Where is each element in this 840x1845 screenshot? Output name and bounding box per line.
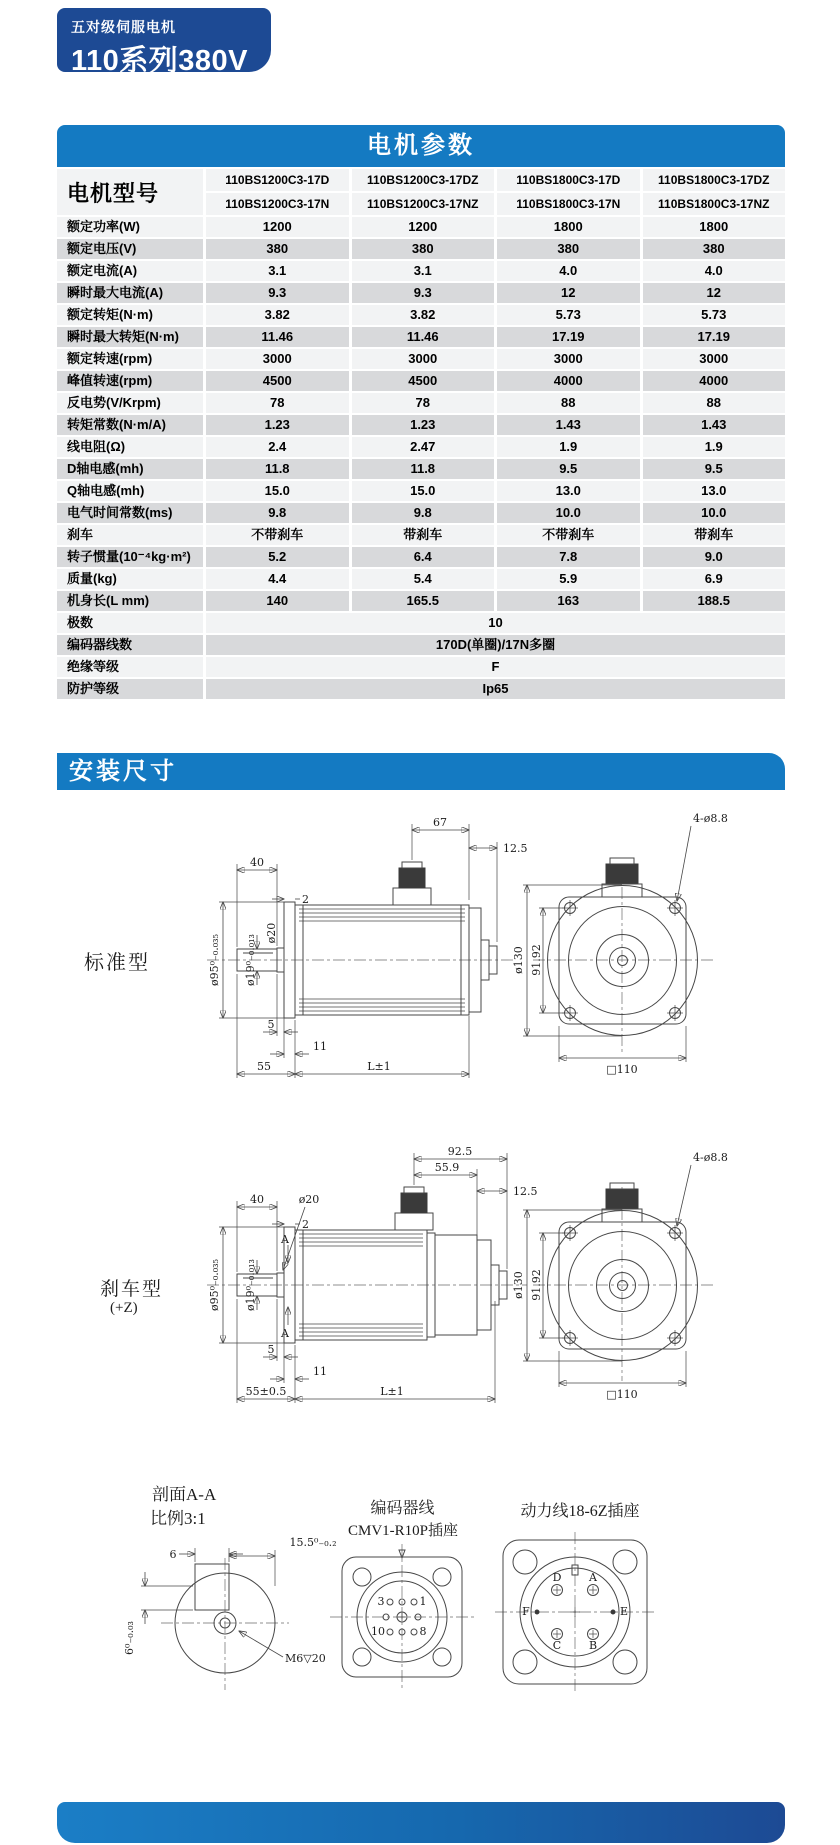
dim-label: ø95⁰₋₀.₀₃₅ (208, 934, 221, 986)
row-value: 4.4 (206, 569, 349, 589)
dim-label: □110 (606, 1388, 638, 1401)
row-label: 瞬时最大电流(A) (57, 283, 203, 303)
row-label: 额定电流(A) (57, 261, 203, 281)
row-value: 88 (497, 393, 640, 413)
section-view-title: 剖面A-A (152, 1485, 217, 1504)
encoder-connector-drawing (330, 1542, 475, 1692)
row-value: 380 (206, 239, 349, 259)
section-marker: A (281, 1327, 289, 1340)
row-value: 带刹车 (352, 525, 495, 545)
row-value: 380 (497, 239, 640, 259)
badge-subtitle: 五对级伺服电机 (71, 19, 176, 35)
dim-label: 40 (250, 856, 264, 869)
series-badge (57, 8, 271, 77)
dim-label: 12.5 (513, 1185, 538, 1198)
dim-label: 6 (169, 1548, 177, 1561)
dim-label: ø20 (265, 922, 278, 944)
model-column (206, 169, 349, 215)
dim-label: 4-ø8.8 (693, 1151, 728, 1164)
row-label: 机身长(L mm) (57, 591, 203, 611)
table-row (57, 657, 785, 677)
row-label: 线电阻(Ω) (57, 437, 203, 457)
table-row (57, 393, 785, 413)
row-value: 140 (206, 591, 349, 611)
pin-label: C (552, 1639, 562, 1652)
table-row (57, 525, 785, 545)
table-row (57, 569, 785, 589)
row-value: 1200 (352, 217, 495, 237)
table-title: 电机参数 (57, 125, 785, 167)
row-label: 额定转速(rpm) (57, 349, 203, 369)
dim-label: 55 (257, 1060, 271, 1073)
encoder-connector-title: 编码器线 (370, 1500, 435, 1517)
dim-label: □110 (606, 1063, 638, 1076)
row-value: 9.5 (643, 459, 786, 479)
model-name: 110BS1800C3-17D (497, 169, 640, 191)
pin-label: 10 (371, 1625, 385, 1638)
dim-label: ø19⁰₋₀.₀₁₃ (244, 934, 257, 986)
table-row (57, 679, 785, 699)
dim-label: 92.5 (447, 1145, 473, 1158)
install-section-title: 安装尺寸 (57, 753, 785, 790)
power-connector-drawing (495, 1532, 655, 1692)
model-header-label: 电机型号 (57, 169, 203, 215)
row-value: 1800 (643, 217, 786, 237)
table-row (57, 437, 785, 457)
row-value: 3.1 (352, 261, 495, 281)
section-aa-drawing (115, 1528, 365, 1718)
dim-label: 55±0.5 (245, 1385, 287, 1398)
row-value: 17.19 (643, 327, 786, 347)
row-label: 瞬时最大转矩(N·m) (57, 327, 203, 347)
row-value: 4500 (206, 371, 349, 391)
row-value: 10.0 (497, 503, 640, 523)
row-value: 5.73 (643, 305, 786, 325)
row-value: 1800 (497, 217, 640, 237)
row-value: 11.46 (206, 327, 349, 347)
motor-table-body (57, 217, 785, 699)
row-value: 1.23 (206, 415, 349, 435)
row-label: 额定电压(V) (57, 239, 203, 259)
row-value: 1200 (206, 217, 349, 237)
table-row (57, 481, 785, 501)
row-value: 2.4 (206, 437, 349, 457)
dim-label: ø130 (512, 946, 525, 974)
table-row (57, 239, 785, 259)
row-value: 1.43 (643, 415, 786, 435)
standard-type-label: 标准型 (84, 952, 150, 974)
row-value: 165.5 (352, 591, 495, 611)
dim-label: 12.5 (503, 842, 528, 855)
model-name: 110BS1800C3-17N (497, 193, 640, 215)
row-value: 5.2 (206, 547, 349, 567)
row-value: 4000 (643, 371, 786, 391)
table-row (57, 327, 785, 347)
model-column (497, 169, 640, 215)
pin-label: D (552, 1571, 562, 1584)
row-value: 9.8 (206, 503, 349, 523)
brake-type-drawing (57, 1145, 785, 1415)
row-value: 不带刹车 (497, 525, 640, 545)
row-value: 3000 (206, 349, 349, 369)
table-row (57, 415, 785, 435)
row-value: 9.3 (352, 283, 495, 303)
row-value: 4000 (497, 371, 640, 391)
row-value: 1.43 (497, 415, 640, 435)
dim-label: 4-ø8.8 (693, 812, 728, 825)
row-value: 1.23 (352, 415, 495, 435)
dim-label: ø130 (512, 1271, 525, 1299)
row-value: 11.8 (206, 459, 349, 479)
row-value: 4.0 (497, 261, 640, 281)
dim-label: 40 (250, 1193, 264, 1206)
row-label: 极数 (57, 613, 203, 633)
pin-label: F (522, 1605, 530, 1618)
dim-label: 15.5⁰₋₀.₂ (289, 1536, 337, 1549)
row-value: 78 (352, 393, 495, 413)
pin-label: B (588, 1639, 598, 1652)
row-value: 380 (352, 239, 495, 259)
row-value: 88 (643, 393, 786, 413)
dim-label: 5 (267, 1343, 275, 1356)
table-row (57, 613, 785, 633)
table-row (57, 591, 785, 611)
table-row (57, 261, 785, 281)
model-name: 110BS1200C3-17DZ (352, 169, 495, 191)
row-value: 78 (206, 393, 349, 413)
row-value: 188.5 (643, 591, 786, 611)
row-value: F (206, 657, 785, 677)
dim-label: L±1 (367, 1060, 391, 1073)
row-label: Q轴电感(mh) (57, 481, 203, 501)
section-view-scale: 比例3:1 (150, 1509, 206, 1528)
motor-parameter-table (57, 125, 785, 699)
row-label: 防护等级 (57, 679, 203, 699)
dim-label: 91.92 (530, 944, 543, 976)
model-name: 110BS1800C3-17NZ (643, 193, 786, 215)
pin-label: 8 (419, 1625, 427, 1638)
dim-label: 6⁰₋₀.₀₃ (123, 1621, 136, 1655)
row-value: 170D(单圈)/17N多圈 (206, 635, 785, 655)
row-value: 11.8 (352, 459, 495, 479)
row-value: 5.9 (497, 569, 640, 589)
dim-label: 55.9 (434, 1161, 460, 1174)
row-label: 刹车 (57, 525, 203, 545)
dim-label: 67 (433, 816, 447, 829)
dim-label: 2 (302, 1218, 309, 1231)
footer-bar (57, 1802, 785, 1843)
row-value: 3.1 (206, 261, 349, 281)
row-value: 4.0 (643, 261, 786, 281)
row-value: 5.73 (497, 305, 640, 325)
row-value: 13.0 (497, 481, 640, 501)
dim-label: 91.92 (530, 1269, 543, 1301)
table-row (57, 635, 785, 655)
standard-type-drawing (57, 800, 785, 1090)
row-label: 电气时间常数(ms) (57, 503, 203, 523)
table-row (57, 459, 785, 479)
row-value: 163 (497, 591, 640, 611)
row-value: 不带刹车 (206, 525, 349, 545)
badge-title: 110系列380V (71, 45, 249, 77)
pin-label: A (589, 1571, 597, 1584)
row-value: 17.19 (497, 327, 640, 347)
row-label: 质量(kg) (57, 569, 203, 589)
row-label: 峰值转速(rpm) (57, 371, 203, 391)
row-value: 380 (643, 239, 786, 259)
table-row (57, 349, 785, 369)
row-value: 13.0 (643, 481, 786, 501)
row-value: 3000 (497, 349, 640, 369)
row-value: 10.0 (643, 503, 786, 523)
row-value: 9.8 (352, 503, 495, 523)
pin-label: E (619, 1605, 629, 1618)
table-row (57, 503, 785, 523)
row-label: 额定功率(W) (57, 217, 203, 237)
row-label: D轴电感(mh) (57, 459, 203, 479)
row-value: 1.9 (643, 437, 786, 457)
row-value: 2.47 (352, 437, 495, 457)
row-value: 15.0 (206, 481, 349, 501)
model-name: 110BS1200C3-17NZ (352, 193, 495, 215)
dim-label: 11 (313, 1040, 327, 1053)
row-label: 转子惯量(10⁻⁴kg·m²) (57, 547, 203, 567)
row-label: 额定转矩(N·m) (57, 305, 203, 325)
pin-label: 3 (377, 1595, 385, 1608)
pin-label: 1 (419, 1595, 427, 1608)
dim-label: 11 (313, 1365, 327, 1378)
row-value: 11.46 (352, 327, 495, 347)
dim-label: M6▽20 (285, 1652, 326, 1665)
model-name: 110BS1200C3-17D (206, 169, 349, 191)
row-value: 12 (497, 283, 640, 303)
table-row (57, 371, 785, 391)
model-column (352, 169, 495, 215)
table-row (57, 283, 785, 303)
section-marker: A (281, 1233, 289, 1246)
table-row (57, 217, 785, 237)
table-row (57, 547, 785, 567)
dim-label: L±1 (380, 1385, 404, 1398)
row-value: 9.3 (206, 283, 349, 303)
brake-type-label: 刹车型 (100, 1279, 164, 1300)
dim-label: 2 (302, 893, 309, 906)
row-value: 5.4 (352, 569, 495, 589)
power-connector-title: 动力线18-6Z插座 (520, 1503, 640, 1520)
row-value: Ip65 (206, 679, 785, 699)
dim-label: ø19⁰₋₀.₀₁₃ (244, 1259, 257, 1311)
table-row (57, 305, 785, 325)
row-value: 7.8 (497, 547, 640, 567)
dim-label: 5 (267, 1018, 275, 1031)
row-value: 9.0 (643, 547, 786, 567)
row-value: 3000 (643, 349, 786, 369)
row-label: 编码器线数 (57, 635, 203, 655)
row-value: 12 (643, 283, 786, 303)
encoder-connector-subtitle: CMV1-R10P插座 (347, 1523, 459, 1539)
row-value: 3.82 (206, 305, 349, 325)
row-value: 6.4 (352, 547, 495, 567)
row-value: 带刹车 (643, 525, 786, 545)
model-name: 110BS1200C3-17N (206, 193, 349, 215)
model-name: 110BS1800C3-17DZ (643, 169, 786, 191)
model-header-row (57, 169, 785, 215)
row-label: 绝缘等级 (57, 657, 203, 677)
model-column (643, 169, 786, 215)
row-value: 9.5 (497, 459, 640, 479)
row-value: 15.0 (352, 481, 495, 501)
row-value: 1.9 (497, 437, 640, 457)
row-label: 转矩常数(N·m/A) (57, 415, 203, 435)
row-value: 10 (206, 613, 785, 633)
dim-label: ø20 (298, 1193, 320, 1206)
row-value: 3.82 (352, 305, 495, 325)
row-value: 6.9 (643, 569, 786, 589)
brake-type-sublabel: (+Z) (110, 1300, 138, 1316)
row-label: 反电势(V/Krpm) (57, 393, 203, 413)
row-value: 3000 (352, 349, 495, 369)
dim-label: ø95⁰₋₀.₀₃₅ (208, 1259, 221, 1311)
row-value: 4500 (352, 371, 495, 391)
